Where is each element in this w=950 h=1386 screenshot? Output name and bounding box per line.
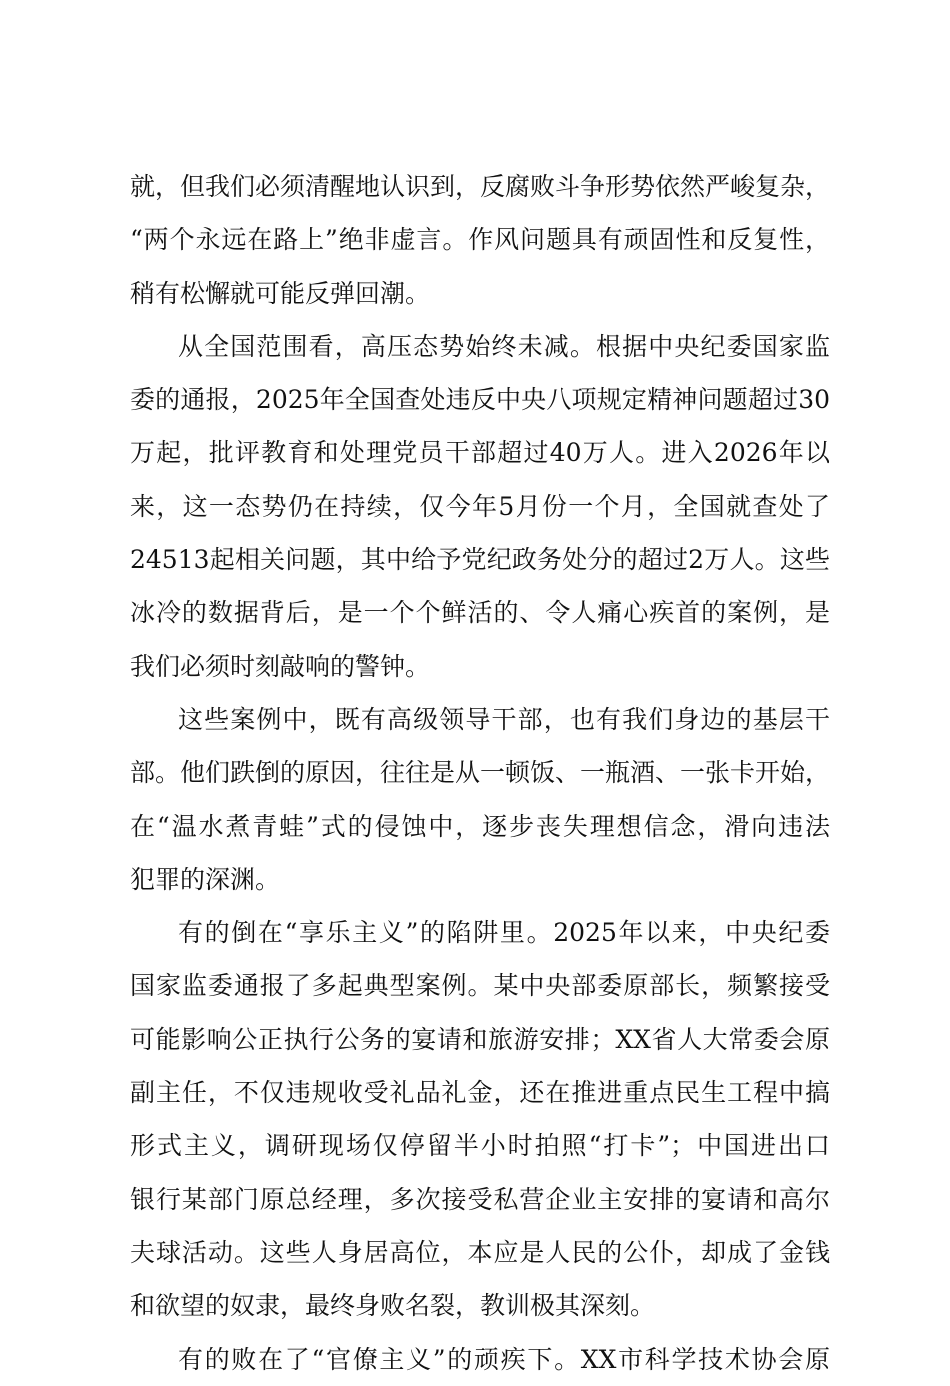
- text-line: 来，这一态势仍在持续，仅今年5月份一个月，全国就查处了: [130, 491, 830, 521]
- text-line: 在“温水煮青蛙”式的侵蚀中，逐步丧失理想信念，滑向违法: [130, 811, 830, 841]
- text-line: 从全国范围看，高压态势始终未减。根据中央纪委国家监: [178, 331, 830, 361]
- text-line: 可能影响公正执行公务的宴请和旅游安排；XX省人大常委会原: [130, 1024, 830, 1054]
- text-line: 有的倒在“享乐主义”的陷阱里。2025年以来，中央纪委: [178, 918, 830, 948]
- text-line: 稍有松懈就可能反弹回潮。: [130, 278, 431, 308]
- text-line: 部。他们跌倒的原因，往往是从一顿饭、一瓶酒、一张卡开始，: [130, 758, 831, 788]
- text-line: “两个永远在路上”绝非虚言。作风问题具有顽固性和反复性，: [130, 225, 830, 255]
- text-line: 银行某部门原总经理，多次接受私营企业主安排的宴请和高尔: [130, 1184, 830, 1214]
- text-line: 就，但我们必须清醒地认识到，反腐败斗争形势依然严峻复杂，: [130, 172, 831, 201]
- paragraph-4: [130, 906, 830, 1332]
- text-line: 委的通报，2025年全国查处违反中央八项规定精神问题超过30: [130, 385, 830, 415]
- paragraph-3: [130, 693, 830, 906]
- text-line: 万起，批评教育和处理党员干部超过40万人。进入2026年以: [130, 438, 830, 468]
- text-line: 夫球活动。这些人身居高位，本应是人民的公仆，却成了金钱: [130, 1237, 830, 1267]
- text-line: 这些案例中，既有高级领导干部，也有我们身边的基层干: [178, 704, 830, 734]
- document-body: [130, 160, 830, 1386]
- text-line: 副主任，不仅违规收受礼品礼金，还在推进重点民生工程中搞: [130, 1078, 830, 1108]
- text-line: 犯罪的深渊。: [130, 864, 281, 894]
- text-line: 和欲望的奴隶，最终身败名裂，教训极其深刻。: [130, 1291, 656, 1321]
- text-line: 有的败在了“官僚主义”的顽疾下。XX市科学技术协会原: [178, 1344, 830, 1374]
- text-line: 24513起相关问题，其中给予党纪政务处分的超过2万人。这些: [130, 545, 830, 575]
- text-line: 冰冷的数据背后，是一个个鲜活的、令人痛心疾首的案例，是: [130, 598, 830, 628]
- text-line: 形式主义，调研现场仅停留半小时拍照“打卡”；中国进出口: [130, 1131, 830, 1161]
- paragraph-1: [130, 160, 830, 320]
- text-line: 我们必须时刻敲响的警钟。: [130, 651, 431, 681]
- text-line: 国家监委通报了多起典型案例。某中央部委原部长，频繁接受: [130, 971, 830, 1001]
- paragraph-2: [130, 320, 830, 693]
- paragraph-5: [130, 1333, 830, 1386]
